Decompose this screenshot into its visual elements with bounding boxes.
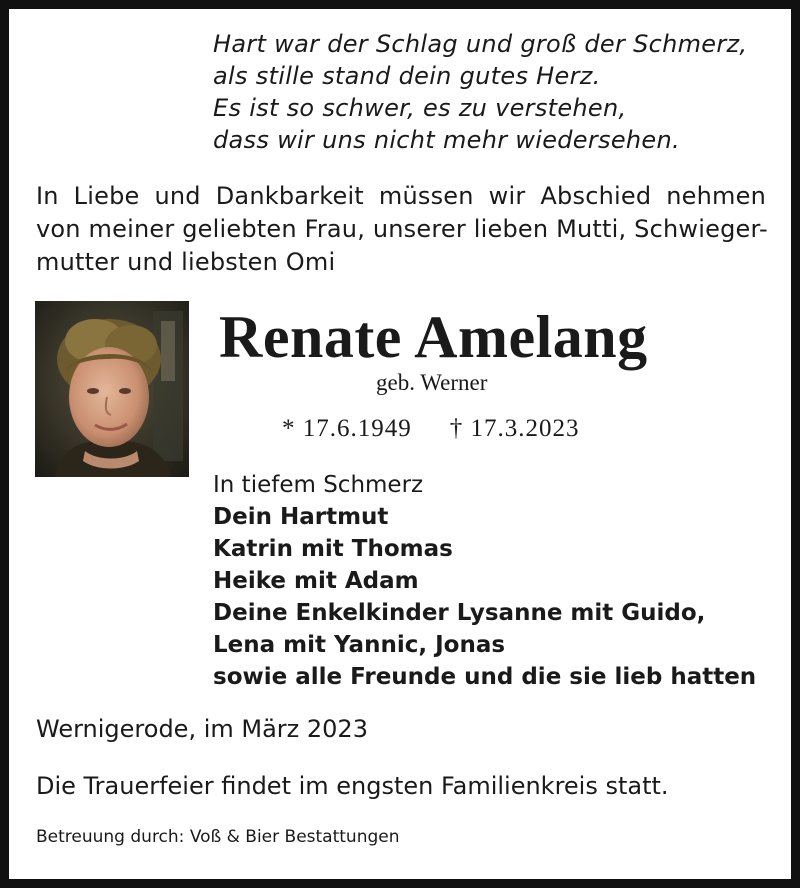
poem (213, 28, 747, 156)
mourner-line: Katrin mit Thomas (213, 536, 453, 562)
portrait-photo (35, 301, 189, 477)
mourner-line: Lena mit Yannic, Jonas (213, 632, 506, 658)
poem-line: Es ist so schwer, es zu verstehen, (213, 94, 627, 122)
intro-text (36, 180, 766, 279)
deceased-name: Renate Amelang (219, 304, 648, 370)
mourner-line: Heike mit Adam (213, 568, 419, 594)
death-date: † 17.3.2023 (449, 415, 580, 442)
mourner-line: Deine Enkelkinder Lysanne mit Guido, (213, 600, 706, 626)
mourner-line: Dein Hartmut (213, 504, 389, 530)
life-dates (282, 412, 580, 446)
birth-date: * 17.6.1949 (282, 415, 412, 442)
intro-line: mutter und liebsten Omi (36, 248, 336, 276)
mourners-intro: In tiefem Schmerz (213, 472, 424, 498)
birth-name: geb. Werner (376, 370, 488, 395)
mourner-line: sowie alle Freunde und die sie lieb hatten (213, 664, 757, 690)
intro-line: In Liebe und Dankbarkeit müssen wir Abschied nehmen (36, 182, 766, 210)
funeral-note: Die Trauerfeier findet im engsten Familienkreis statt. (36, 772, 669, 800)
poem-line: Hart war der Schlag und groß der Schmerz, (213, 30, 748, 58)
mourners-list (213, 469, 756, 693)
undertaker-credit: Betreuung durch: Voß & Bier Bestattungen (36, 827, 400, 847)
intro-line: von meiner geliebten Frau, unserer lieben Mutti, Schwieger- (36, 215, 768, 243)
place-and-date: Wernigerode, im März 2023 (36, 715, 368, 743)
poem-line: als stille stand dein gutes Herz. (213, 62, 601, 90)
poem-line: dass wir uns nicht mehr wiedersehen. (213, 126, 680, 154)
